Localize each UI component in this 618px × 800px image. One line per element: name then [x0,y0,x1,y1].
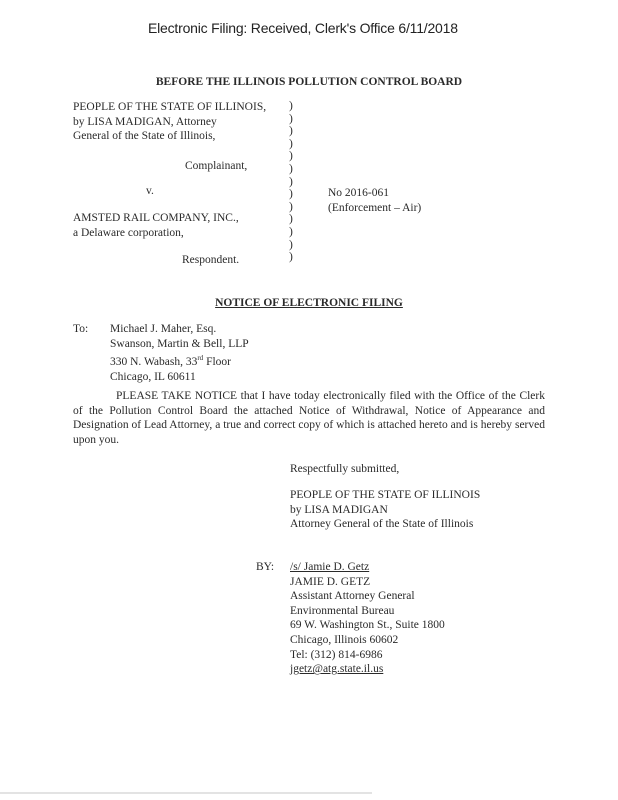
signature-line: Environmental Bureau [290,604,395,617]
party-line: PEOPLE OF THE STATE OF ILLINOIS [290,489,481,501]
to-label: To: [73,323,89,335]
signature-block [290,560,445,677]
defendant-line: a Delaware corporation, [73,226,184,239]
caption-paren: ) [289,175,293,188]
email-link[interactable]: jgetz@atg.state.il.us [290,663,384,676]
defendant-block [73,211,239,240]
footer-divider [0,792,372,794]
signature-line: JAMIE D. GETZ [290,575,371,588]
caption-parentheses [289,100,299,264]
party-block [290,488,480,532]
defendant-line: AMSTED RAIL COMPANY, INC., [73,212,239,224]
plaintiff-line: PEOPLE OF THE STATE OF ILLINOIS, [73,101,267,113]
caption-paren: ) [289,213,293,226]
signature-line: Chicago, Illinois 60602 [290,633,399,646]
case-number-block [328,186,421,215]
recipient-street [110,351,249,369]
caption-paren: ) [289,125,293,138]
caption-paren: ) [289,100,293,112]
respondent-label: Respondent. [182,254,240,266]
caption-paren: ) [289,150,293,163]
filing-stamp: Electronic Filing: Received, Clerk's Office 6/11/2018 [148,20,458,36]
complainant-label: Complainant, [185,160,248,172]
caption-paren: ) [289,162,293,175]
signature-line: Assistant Attorney General [290,590,415,603]
case-type: (Enforcement – Air) [328,201,422,214]
caption-paren: ) [289,238,293,251]
party-line: Attorney General of the State of Illinois [290,518,474,531]
board-title: BEFORE THE ILLINOIS POLLUTION CONTROL BOARD [155,76,463,88]
recipient-line: Swanson, Martin & Bell, LLP [110,337,249,350]
street-suffix: Floor [203,356,231,369]
signature-line: Tel: (312) 814-6986 [290,648,383,661]
street-prefix: 330 N. Wabash, 33 [110,356,198,369]
street-ordinal: rd [197,354,204,363]
recipient-city: Chicago, IL 60611 [110,370,196,383]
plaintiff-block [73,100,266,144]
signature-line: 69 W. Washington St., Suite 1800 [290,619,445,632]
party-line: by LISA MADIGAN [290,503,388,516]
versus-label: v. [146,185,154,197]
by-label: BY: [256,561,275,573]
caption-paren: ) [289,251,293,264]
caption-paren: ) [289,225,293,238]
respectfully-submitted: Respectfully submitted, [290,463,400,475]
caption-paren: ) [289,188,293,201]
caption-paren: ) [289,200,293,213]
notice-body-paragraph: PLEASE TAKE NOTICE that I have today electronically filed with the Office of the Clerk of the Pollution Control Board the attached Notice of Withdrawal, Notice of Appearance and Designation of Lead Attorney, a true and correct copy of which is attached hereto and is hereby served upon you. [73,390,545,446]
caption-paren: ) [289,137,293,150]
recipient-line: Michael J. Maher, Esq. [110,323,217,335]
plaintiff-line: General of the State of Illinois, [73,130,216,143]
plaintiff-line: by LISA MADIGAN, Attorney [73,115,217,128]
case-number: No 2016-061 [328,187,390,199]
recipient-block [110,322,249,384]
notice-title: NOTICE OF ELECTRONIC FILING [215,297,403,309]
electronic-signature: /s/ Jamie D. Getz [290,561,370,573]
caption-paren: ) [289,112,293,125]
